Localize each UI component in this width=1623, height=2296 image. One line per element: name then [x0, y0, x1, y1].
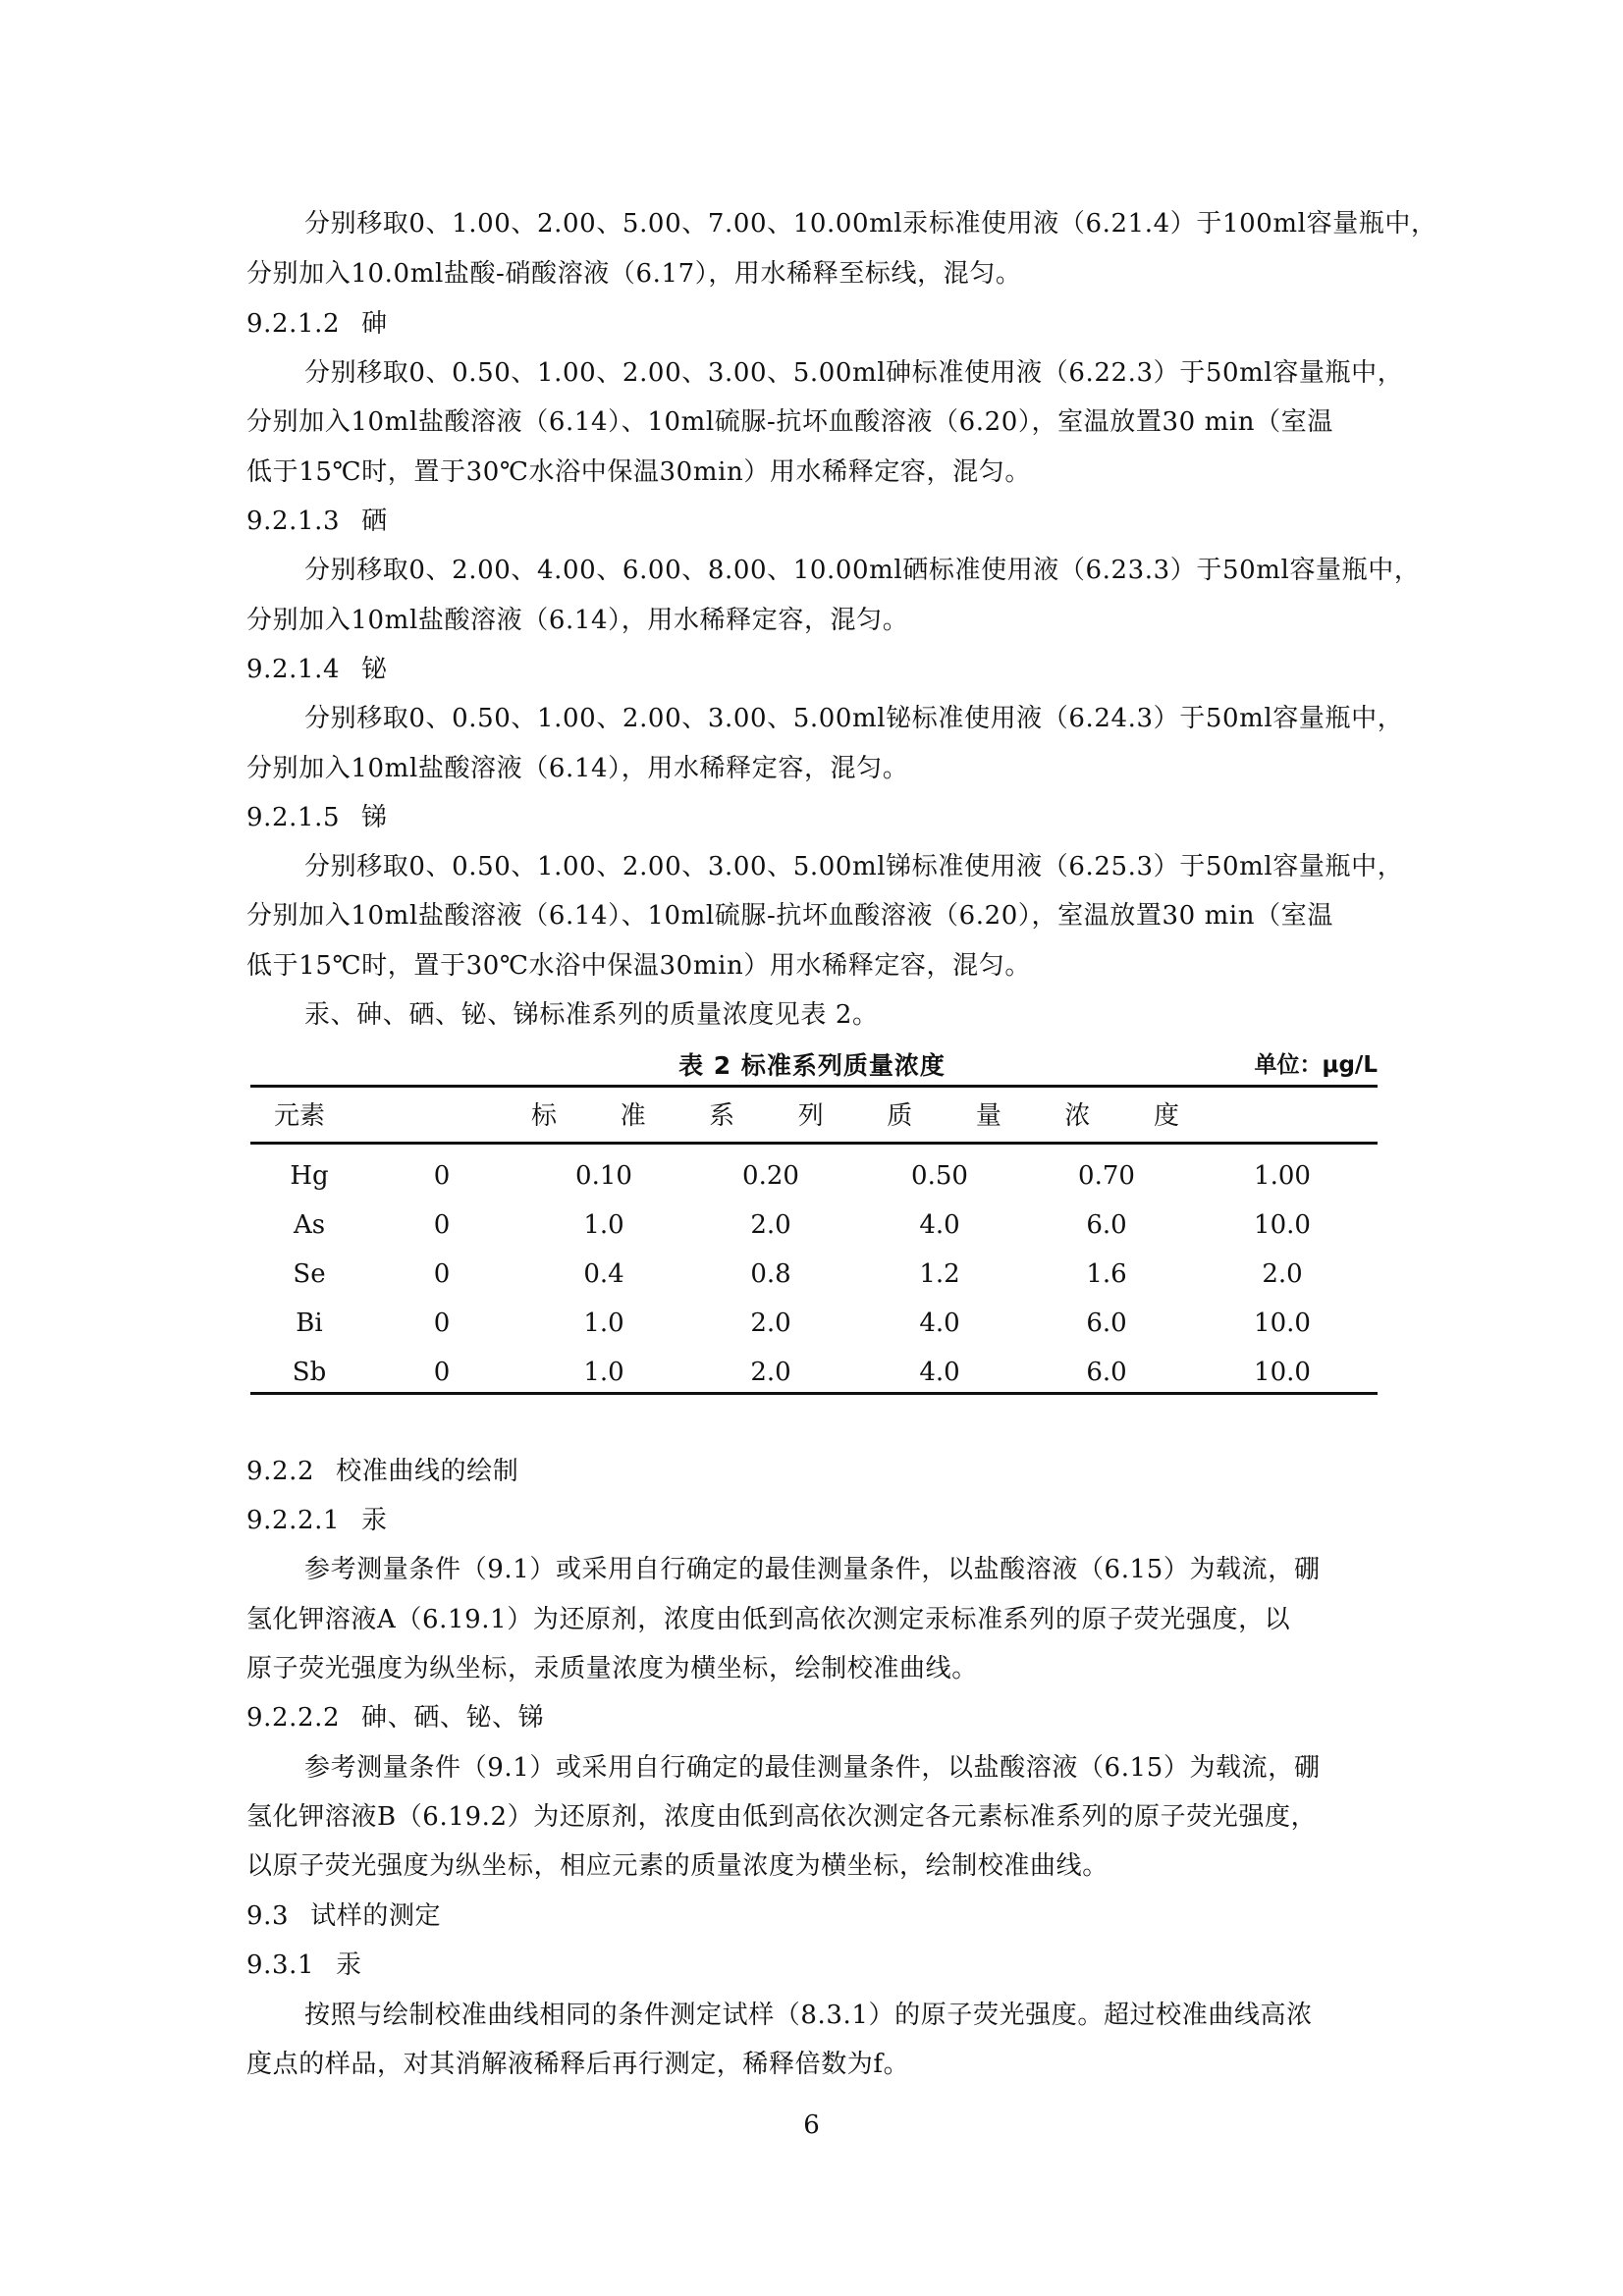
paragraph-calibration-others-line-2: 氢化钾溶液B（6.19.2）为还原剂，浓度由低到高依次测定各元素标准系列的原子荧光强度， [246, 1802, 1318, 1832]
section-title: 锑 [361, 803, 388, 832]
header-standard-series [531, 1096, 1179, 1136]
cell-value: 0.20 [742, 1161, 799, 1191]
section-title: 汞 [336, 1950, 362, 1980]
paragraph-calibration-hg-line-2: 氢化钾溶液A（6.19.1）为还原剂，浓度由低到高依次测定汞标准系列的原子荧光强度，以 [246, 1605, 1291, 1634]
header-char: 浓 [1064, 1101, 1091, 1131]
section-title: 硒 [361, 507, 388, 536]
table-row [250, 1299, 1378, 1348]
section-title: 砷 [361, 309, 388, 339]
section-title: 校准曲线的绘制 [336, 1457, 519, 1486]
paragraph-sb-line-2: 分别加入10ml盐酸溶液（6.14）、10ml硫脲-抗坏血酸溶液（6.20），室温放置30 min（室温 [246, 901, 1333, 931]
header-char: 度 [1153, 1101, 1179, 1131]
paragraph-se-line-2: 分别加入10ml盐酸溶液（6.14），用水稀释定容，混匀。 [246, 606, 909, 635]
section-title: 汞 [361, 1506, 388, 1535]
section-number: 9.2.2.1 [246, 1506, 341, 1535]
section-number: 9.2.1.5 [246, 803, 341, 832]
cell-value: 10.0 [1254, 1210, 1311, 1240]
paragraph-as-line-2: 分别加入10ml盐酸溶液（6.14）、10ml硫脲-抗坏血酸溶液（6.20），室温放置30 min（室温 [246, 407, 1333, 437]
heading-9-2-2-1 [246, 1501, 1385, 1540]
cell-value: 2.0 [750, 1308, 791, 1338]
paragraph-se-line-1: 分别移取0、2.00、4.00、6.00、8.00、10.00ml硒标准使用液（6.23.3）于50ml容量瓶中， [304, 556, 1421, 585]
section-number: 9.2.2 [246, 1457, 315, 1486]
cell-value: 1.2 [919, 1259, 960, 1289]
section-number: 9.3 [246, 1901, 290, 1931]
table-header [250, 1096, 1378, 1136]
cell-value: 0.10 [575, 1161, 632, 1191]
section-number: 9.2.1.3 [246, 507, 341, 536]
cell-element: Se [293, 1259, 326, 1289]
table-row [250, 1348, 1378, 1397]
cell-value: 6.0 [1086, 1308, 1127, 1338]
cell-value: 0.50 [911, 1161, 968, 1191]
header-char: 标 [531, 1101, 558, 1131]
cell-value: 0 [433, 1210, 451, 1240]
table-unit: 单位：μg/L [1254, 1052, 1378, 1078]
section-title: 试样的测定 [310, 1901, 442, 1931]
cell-value: 1.0 [583, 1358, 624, 1387]
cell-value: 0 [433, 1161, 451, 1191]
paragraph-hg-line-1: 分别移取0、1.00、2.00、5.00、7.00、10.00ml汞标准使用液（6.21.4）于100ml容量瓶中， [304, 209, 1437, 239]
header-char: 列 [797, 1101, 824, 1131]
header-char: 量 [975, 1101, 1001, 1131]
cell-element: As [293, 1210, 326, 1240]
cell-value: 2.0 [750, 1210, 791, 1240]
cell-value: 0 [433, 1308, 451, 1338]
heading-9-2-1-2 [246, 304, 1385, 344]
heading-9-3-1 [246, 1946, 1385, 1985]
heading-9-3 [246, 1896, 1385, 1936]
paragraph-as-line-3: 低于15℃时，置于30℃水浴中保温30min）用水稀释定容，混匀。 [246, 457, 1031, 487]
cell-element: Bi [296, 1308, 323, 1338]
header-char: 准 [620, 1101, 646, 1131]
paragraph-calibration-hg-line-3: 原子荧光强度为纵坐标，汞质量浓度为横坐标，绘制校准曲线。 [246, 1654, 978, 1683]
heading-9-2-1-4 [246, 650, 1385, 689]
table-top-rule [250, 1085, 1378, 1088]
cell-value: 2.0 [1262, 1259, 1303, 1289]
section-number: 9.2.2.2 [246, 1703, 341, 1733]
table-header-rule [250, 1142, 1378, 1145]
section-title: 砷、硒、铋、锑 [361, 1703, 545, 1733]
table-caption: 表 2 标准系列质量浓度 [678, 1051, 946, 1080]
header-char: 系 [709, 1101, 735, 1131]
paragraph-sb-line-1: 分别移取0、0.50、1.00、2.00、3.00、5.00ml锑标准使用液（6.25.3）于50ml容量瓶中， [304, 852, 1404, 881]
section-number: 9.2.1.2 [246, 309, 341, 339]
section-number: 9.2.1.4 [246, 655, 341, 684]
cell-value: 0 [433, 1358, 451, 1387]
paragraph-calibration-hg-line-1: 参考测量条件（9.1）或采用自行确定的最佳测量条件，以盐酸溶液（6.15）为载流，硼 [304, 1555, 1321, 1584]
paragraph-sample-hg-line-1: 按照与绘制校准曲线相同的条件测定试样（8.3.1）的原子荧光强度。超过校准曲线高浓 [304, 2001, 1313, 2030]
header-element: 元素 [274, 1101, 326, 1131]
cell-value: 0.70 [1078, 1161, 1135, 1191]
cell-value: 0.8 [750, 1259, 791, 1289]
heading-9-2-2-2 [246, 1698, 1385, 1737]
cell-value: 4.0 [919, 1358, 960, 1387]
cell-value: 10.0 [1254, 1358, 1311, 1387]
table-row [250, 1151, 1378, 1201]
paragraph-as-line-1: 分别移取0、0.50、1.00、2.00、3.00、5.00ml砷标准使用液（6.22.3）于50ml容量瓶中， [304, 358, 1404, 388]
paragraph-bi-line-1: 分别移取0、0.50、1.00、2.00、3.00、5.00ml铋标准使用液（6.24.3）于50ml容量瓶中， [304, 704, 1404, 733]
table-caption-bar [246, 1042, 1378, 1082]
paragraph-calibration-others-line-1: 参考测量条件（9.1）或采用自行确定的最佳测量条件，以盐酸溶液（6.15）为载流，硼 [304, 1753, 1321, 1783]
cell-value: 2.0 [750, 1358, 791, 1387]
table-bottom-rule [250, 1392, 1378, 1395]
cell-value: 6.0 [1086, 1210, 1127, 1240]
cell-value: 1.0 [583, 1210, 624, 1240]
cell-value: 4.0 [919, 1210, 960, 1240]
cell-value: 1.6 [1086, 1259, 1127, 1289]
cell-value: 4.0 [919, 1308, 960, 1338]
cell-value: 10.0 [1254, 1308, 1311, 1338]
page-number: 6 [803, 2110, 820, 2140]
heading-9-2-2 [246, 1452, 1385, 1491]
cell-value: 1.00 [1254, 1161, 1311, 1191]
section-title: 铋 [361, 655, 388, 684]
cell-value: 0.4 [583, 1259, 624, 1289]
cell-element: Hg [290, 1161, 329, 1191]
header-char: 质 [887, 1101, 913, 1131]
cell-value: 6.0 [1086, 1358, 1127, 1387]
heading-9-2-1-5 [246, 798, 1385, 837]
paragraph-bi-line-2: 分别加入10ml盐酸溶液（6.14），用水稀释定容，混匀。 [246, 754, 909, 783]
table-row [250, 1201, 1378, 1250]
cell-element: Sb [292, 1358, 327, 1387]
paragraph-sample-hg-line-2: 度点的样品，对其消解液稀释后再行测定，稀释倍数为f。 [246, 2050, 910, 2079]
cell-value: 1.0 [583, 1308, 624, 1338]
heading-9-2-1-3 [246, 502, 1385, 541]
table-row [250, 1250, 1378, 1299]
paragraph-hg-line-2: 分别加入10.0ml盐酸-硝酸溶液（6.17），用水稀释至标线，混匀。 [246, 259, 1022, 289]
paragraph-calibration-others-line-3: 以原子荧光强度为纵坐标，相应元素的质量浓度为横坐标，绘制校准曲线。 [246, 1851, 1109, 1881]
section-number: 9.3.1 [246, 1950, 315, 1980]
paragraph-table-reference: 汞、砷、硒、铋、锑标准系列的质量浓度见表 2。 [304, 1000, 879, 1030]
paragraph-sb-line-3: 低于15℃时，置于30℃水浴中保温30min）用水稀释定容，混匀。 [246, 951, 1031, 981]
cell-value: 0 [433, 1259, 451, 1289]
